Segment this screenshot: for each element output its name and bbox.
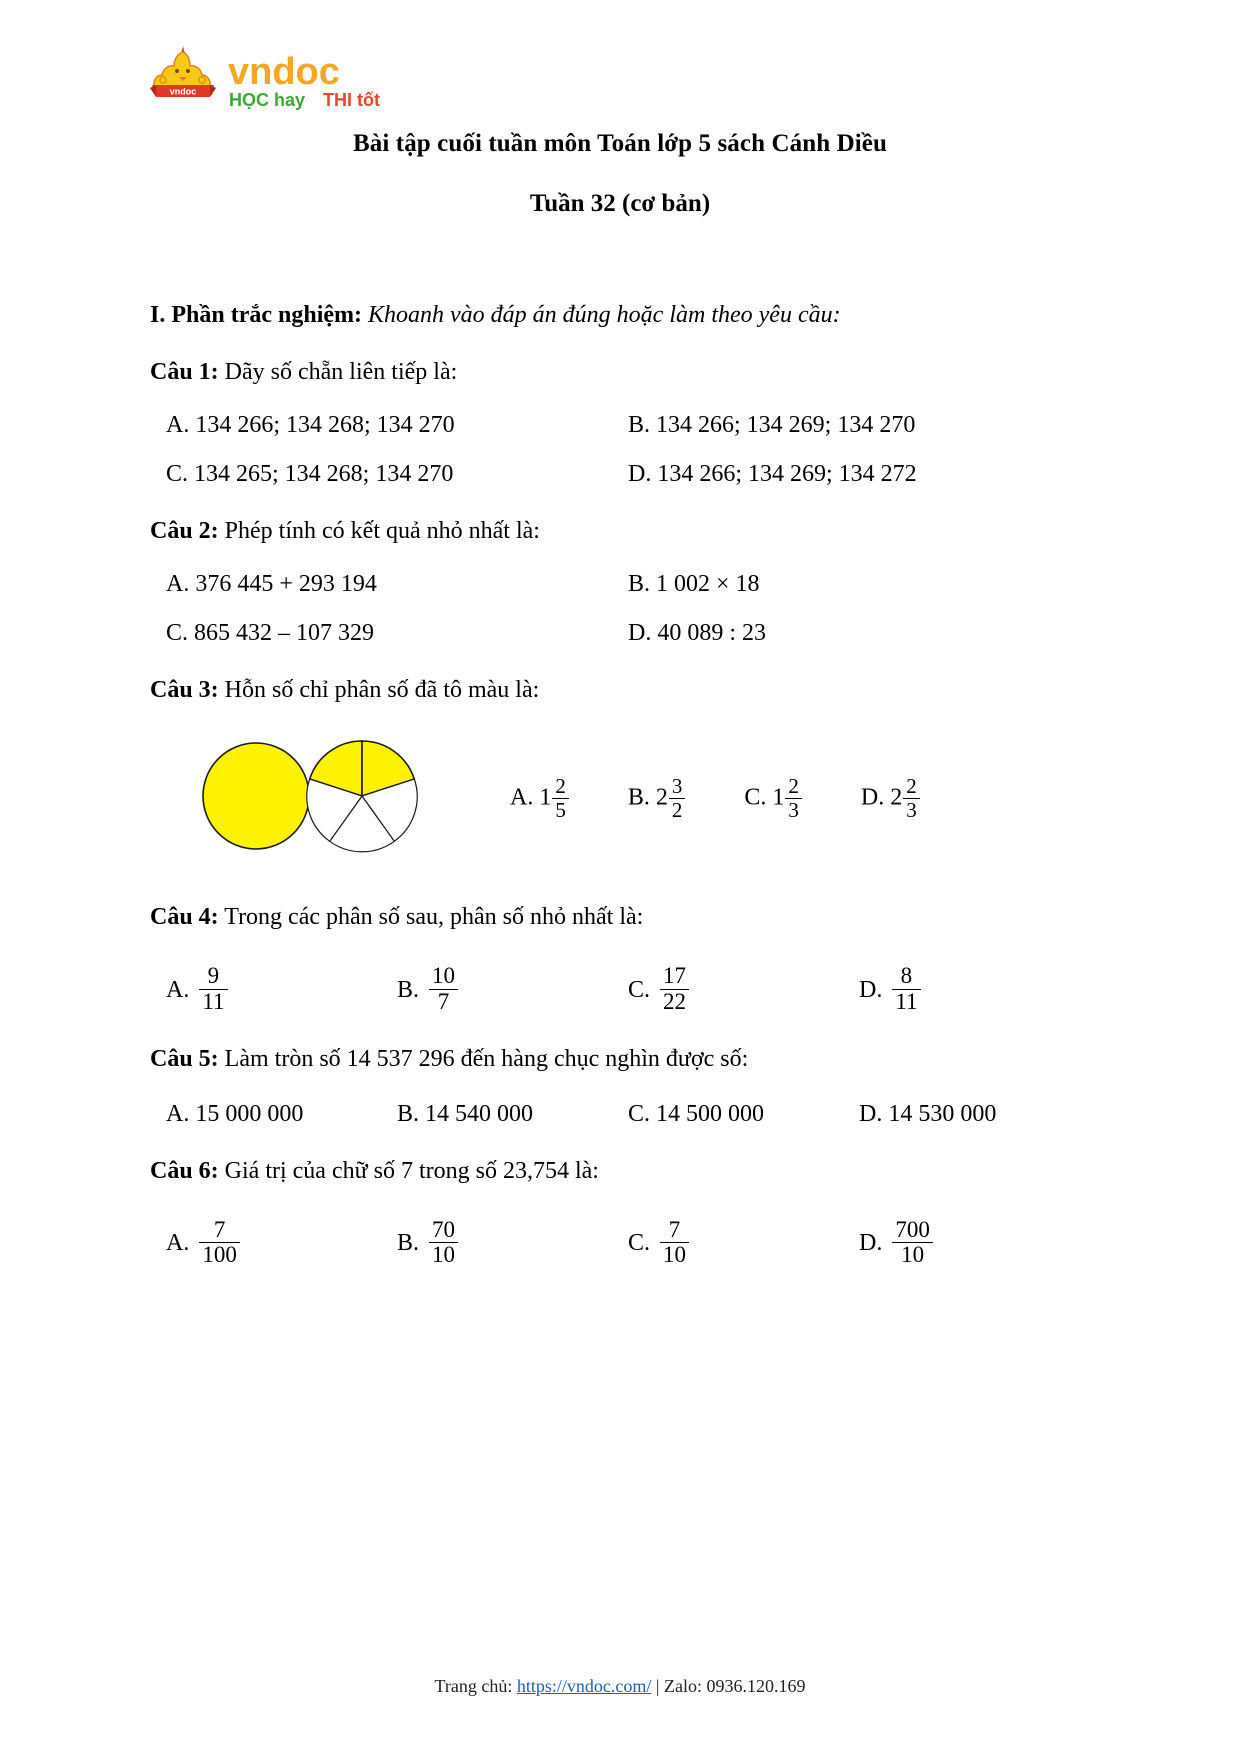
option-3-a-whole: 1	[539, 784, 552, 811]
numerator: 9	[207, 963, 220, 988]
denominator: 10	[660, 1242, 689, 1268]
footer-suffix: | Zalo: 0936.120.169	[651, 1676, 806, 1696]
option-6-c-letter: C.	[628, 1230, 651, 1257]
option-2-c[interactable]: C. 865 432 – 107 329	[166, 620, 375, 646]
option-6-b-fraction	[429, 1218, 458, 1269]
numerator: 7	[213, 1216, 226, 1242]
option-3-d[interactable]	[860, 773, 921, 822]
option-3-c-fraction	[785, 775, 802, 821]
option-4-b-letter: B.	[397, 976, 420, 1003]
question-1-options-row-1	[150, 412, 1090, 439]
question-2-label: Câu 2:	[150, 518, 219, 544]
section-label: I. Phần trắc nghiệm:	[150, 302, 362, 328]
question-1	[150, 359, 1090, 386]
question-3-prompt: Hỗn số chỉ phân số đã tô màu là:	[224, 677, 540, 703]
option-3-b[interactable]	[627, 773, 687, 822]
logo-wordmark: vndoc	[228, 51, 340, 93]
option-1-a[interactable]: A. 134 266; 134 268; 134 270	[166, 412, 455, 438]
question-2-prompt: Phép tính có kết quả nhỏ nhất là:	[224, 518, 540, 544]
option-3-d-whole: 2	[890, 784, 903, 811]
option-6-c-fraction	[660, 1218, 689, 1269]
numerator: 8	[900, 963, 913, 988]
question-3	[150, 677, 1090, 704]
question-1-prompt: Dãy số chẵn liên tiếp là:	[224, 359, 458, 385]
option-3-b-fraction	[669, 775, 686, 821]
denominator: 22	[660, 989, 689, 1015]
option-5-c[interactable]: C. 14 500 000	[628, 1100, 765, 1127]
mascot-icon	[150, 46, 216, 97]
question-5	[150, 1046, 1090, 1073]
numerator: 2	[788, 773, 799, 798]
option-4-d-fraction	[892, 964, 920, 1015]
option-2-b[interactable]: B. 1 002 × 18	[628, 571, 760, 597]
denominator: 7	[429, 989, 458, 1015]
option-6-d-letter: D.	[859, 1230, 883, 1257]
question-2	[150, 518, 1090, 545]
option-2-a[interactable]: A. 376 445 + 293 194	[166, 571, 377, 597]
numerator: 700	[895, 1216, 930, 1242]
shaded-circles-figure	[200, 734, 450, 864]
option-1-c[interactable]: C. 134 265; 134 268; 134 270	[166, 461, 454, 487]
footer-prefix: Trang chủ:	[434, 1676, 517, 1696]
denominator: 10	[892, 1242, 933, 1268]
question-2-options-row-2	[150, 620, 1090, 647]
denominator: 2	[669, 798, 686, 822]
vndoc-logo[interactable]	[150, 44, 450, 116]
option-6-d[interactable]	[859, 1216, 1090, 1270]
option-1-b[interactable]: B. 134 266; 134 269; 134 270	[628, 412, 916, 438]
question-6-options	[150, 1216, 1090, 1270]
option-6-b-letter: B.	[397, 1230, 420, 1257]
circle-1-whole	[203, 743, 309, 849]
option-1-d[interactable]: D. 134 266; 134 269; 134 272	[628, 461, 917, 487]
svg-text:vndoc: vndoc	[169, 86, 197, 97]
numerator: 17	[663, 963, 687, 988]
numerator: 10	[432, 963, 456, 988]
numerator: 70	[432, 1216, 456, 1242]
footer-homepage-link[interactable]: https://vndoc.com/	[516, 1676, 652, 1696]
option-4-c[interactable]	[628, 965, 859, 1016]
option-6-d-fraction	[892, 1218, 933, 1269]
option-6-a[interactable]	[166, 1216, 397, 1270]
option-3-b-whole: 2	[655, 784, 668, 811]
fraction-circles-svg	[200, 734, 430, 859]
question-4-label: Câu 4:	[150, 904, 219, 930]
option-5-a[interactable]: A. 15 000 000	[166, 1100, 304, 1127]
option-6-a-letter: A.	[166, 1230, 190, 1257]
question-5-options	[150, 1101, 1090, 1128]
option-3-d-letter: D.	[860, 784, 885, 811]
numerator: 3	[671, 773, 683, 798]
section-instruction: Khoanh vào đáp án đúng hoặc làm theo yêu cầu:	[368, 302, 841, 328]
document-subtitle: Tuần 32 (cơ bản)	[529, 190, 711, 217]
denominator: 3	[903, 798, 920, 822]
denominator: 10	[429, 1242, 458, 1268]
vndoc-logo-svg	[150, 44, 450, 116]
option-4-a-fraction	[199, 964, 227, 1015]
option-3-b-letter: B.	[627, 784, 650, 811]
option-4-b[interactable]	[397, 965, 628, 1016]
question-5-prompt: Làm tròn số 14 537 296 đến hàng chục nghìn được số:	[224, 1045, 749, 1072]
logo-tagline-1: HỌC hay	[229, 90, 306, 110]
option-4-d-letter: D.	[859, 976, 883, 1003]
option-4-c-fraction	[660, 964, 689, 1015]
question-6	[150, 1158, 1090, 1185]
option-2-d[interactable]: D. 40 089 : 23	[628, 620, 766, 646]
option-4-b-fraction	[429, 964, 458, 1015]
numerator: 7	[668, 1216, 681, 1242]
question-6-prompt: Giá trị của chữ số 7 trong số 23,754 là:	[224, 1157, 599, 1184]
logo-tagline-2: THI tốt	[323, 90, 380, 110]
option-4-c-letter: C.	[628, 976, 651, 1003]
denominator: 5	[552, 798, 569, 822]
denominator: 11	[892, 989, 920, 1015]
option-6-b[interactable]	[397, 1216, 628, 1270]
numerator: 2	[906, 773, 917, 798]
circle-2-fifths	[307, 741, 417, 852]
option-3-a-letter: A.	[510, 784, 534, 811]
option-3-a[interactable]	[510, 773, 570, 822]
denominator: 3	[785, 798, 802, 822]
option-5-b[interactable]: B. 14 540 000	[397, 1100, 534, 1127]
option-3-a-fraction	[552, 775, 569, 821]
option-3-c-whole: 1	[772, 784, 785, 811]
question-3-figure-and-options	[150, 724, 1090, 874]
option-4-a-letter: A.	[166, 976, 190, 1003]
question-2-options-row-1	[150, 571, 1090, 598]
option-3-c-letter: C.	[744, 784, 767, 811]
question-1-label: Câu 1:	[150, 359, 219, 385]
option-3-c[interactable]	[744, 773, 803, 822]
numerator: 2	[555, 773, 566, 798]
question-4	[150, 904, 1090, 931]
question-5-label: Câu 5:	[150, 1045, 219, 1072]
section-heading	[150, 302, 1090, 329]
option-3-d-fraction	[903, 775, 920, 821]
option-4-d[interactable]	[859, 965, 1090, 1016]
denominator: 11	[199, 989, 227, 1015]
question-4-options	[150, 965, 1090, 1016]
question-4-prompt: Trong các phân số sau, phân số nhỏ nhất là:	[224, 904, 644, 930]
denominator: 100	[199, 1242, 240, 1268]
option-6-c[interactable]	[628, 1216, 859, 1270]
document-title: Bài tập cuối tuần môn Toán lớp 5 sách Cánh Diều	[353, 130, 887, 157]
question-1-options-row-2	[150, 461, 1090, 488]
question-3-options	[450, 773, 921, 822]
option-4-a[interactable]	[166, 965, 397, 1016]
option-6-a-fraction	[199, 1218, 240, 1269]
question-3-label: Câu 3:	[150, 677, 219, 703]
question-6-label: Câu 6:	[150, 1157, 219, 1184]
page-footer	[0, 1676, 1240, 1697]
option-5-d[interactable]: D. 14 530 000	[859, 1100, 997, 1127]
